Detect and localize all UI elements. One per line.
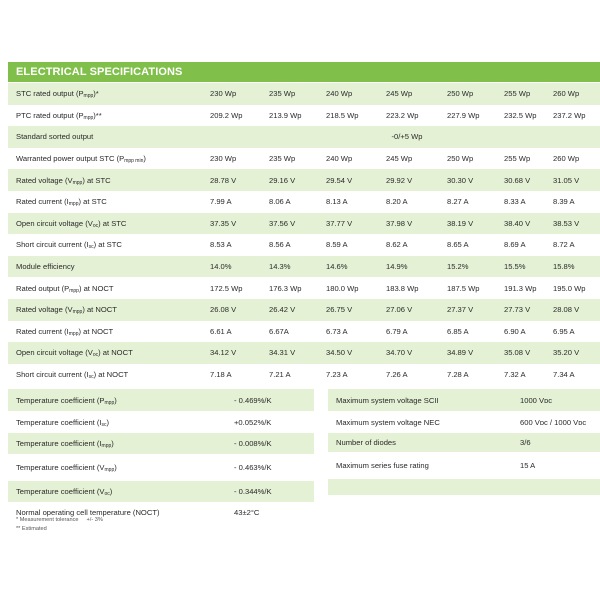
spec-row (8, 169, 600, 191)
spec-value: 7.99 A (210, 197, 232, 207)
spec-value: 232.5 Wp (504, 110, 537, 120)
spec-row (8, 148, 600, 170)
spec-value: 26.75 V (324, 299, 384, 321)
electrical-specifications-header: ELECTRICAL SPECIFICATIONS (8, 62, 600, 82)
label-text: ) at STC (78, 197, 107, 207)
subscript: mpp min (124, 158, 144, 165)
spec-value: 14.0% (208, 256, 267, 278)
system-rating-row (328, 411, 600, 433)
label-text: Open circuit voltage (V (16, 218, 93, 228)
label-text: Temperature coefficient (V (16, 463, 105, 472)
temperature-label (8, 411, 234, 433)
spec-label (8, 213, 208, 235)
label-text: Rated current (I (16, 326, 69, 336)
spec-value: 7.26 A (386, 370, 408, 380)
spec-value: 7.32 A (504, 370, 526, 380)
label-text: Open circuit voltage (V (16, 348, 93, 358)
label-text: Short circuit current (I (16, 370, 89, 380)
system-rating-value: 1000 Vᴅᴄ (520, 389, 600, 411)
spec-value: 255 Wp (504, 154, 531, 164)
system-rating-value: 600 Vᴅᴄ / 1000 Vᴅᴄ (520, 417, 587, 427)
spec-value: 7.34 A (553, 370, 575, 380)
subscript: sc (88, 244, 94, 251)
spec-value: 34.50 V (324, 342, 384, 364)
spec-value: 29.16 V (267, 169, 324, 191)
spec-span-value: -0/+5 Wp (208, 126, 600, 148)
spec-value: 255 Wp (502, 83, 551, 105)
spec-value: 6.90 A (504, 326, 526, 336)
spec-value: 7.23 A (326, 370, 348, 380)
label-text: )** (93, 110, 102, 120)
label-text: Short circuit current (I (16, 240, 89, 250)
system-rating-label: Maximum series fuse rating (336, 461, 429, 470)
spec-label (8, 83, 208, 105)
spec-row (8, 256, 600, 278)
temperature-row (8, 454, 314, 481)
spec-value: 38.40 V (502, 213, 551, 235)
spec-value: 195.0 Wp (553, 283, 586, 293)
spec-value: 15.2% (445, 256, 502, 278)
subscript: mpp (72, 309, 83, 316)
spec-value: 223.2 Wp (386, 110, 419, 120)
spec-value: 34.70 V (384, 342, 445, 364)
spec-value: 15.5% (502, 256, 551, 278)
system-ratings-table (328, 389, 600, 495)
spec-value: 240 Wp (326, 154, 353, 164)
spec-value: 8.56 A (269, 240, 291, 250)
spec-value: 15.8% (551, 256, 600, 278)
spec-value: 8.33 A (504, 197, 526, 207)
spec-value: 8.72 A (553, 240, 575, 250)
spec-value: 250 Wp (445, 83, 502, 105)
spec-value: 245 Wp (384, 83, 445, 105)
spec-label (8, 277, 208, 299)
spec-value: 209.2 Wp (210, 110, 243, 120)
spec-value: 34.89 V (445, 342, 502, 364)
spec-value: 260 Wp (551, 83, 600, 105)
spec-value: 37.98 V (384, 213, 445, 235)
spec-value: 7.18 A (210, 370, 232, 380)
spec-value: 34.31 V (267, 342, 324, 364)
spec-row (8, 277, 600, 299)
system-rating-label: Maximum system voltage NEC (336, 417, 440, 427)
spec-label (8, 321, 208, 343)
spec-value: 245 Wp (386, 154, 413, 164)
spec-value: 235 Wp (269, 154, 296, 164)
system-rating-row (328, 389, 600, 411)
spec-value: 8.06 A (269, 197, 291, 207)
label-text: ) at STC (98, 218, 127, 228)
spec-value: 8.69 A (504, 240, 526, 250)
spec-value: 27.37 V (445, 299, 502, 321)
spec-value: 8.62 A (386, 240, 408, 250)
temperature-value: - 0.469%/K (234, 389, 314, 411)
spec-value: 7.21 A (269, 370, 291, 380)
spec-value: 35.08 V (502, 342, 551, 364)
subscript: mpp (101, 443, 112, 449)
label-text: ) (114, 463, 117, 472)
label-text: ) (109, 487, 113, 496)
label-text: Module efficiency (16, 262, 75, 272)
spec-value: 250 Wp (447, 154, 474, 164)
label-text: ) at NOCT (78, 283, 114, 293)
temperature-label (8, 433, 234, 454)
spec-value: 180.0 Wp (326, 283, 359, 293)
spec-label (8, 191, 208, 213)
spec-value: 8.65 A (447, 240, 469, 250)
temperature-value: - 0.463%/K (234, 463, 272, 472)
label-text: ) at NOCT (98, 348, 133, 358)
spec-value: 14.6% (324, 256, 384, 278)
footnote-tolerance: +/- 3% (86, 517, 103, 523)
spec-value: 230 Wp (208, 83, 267, 105)
spec-value: 14.3% (267, 256, 324, 278)
footnote-measurement: * Measurement tolerance (16, 517, 79, 523)
spec-value: 227.9 Wp (447, 110, 480, 120)
spec-value: 7.28 A (447, 370, 469, 380)
label-text: ) at NOCT (78, 326, 114, 336)
system-rating-label: Number of diodes (328, 433, 520, 452)
temperature-label (8, 454, 234, 481)
spec-value: 213.9 Wp (269, 110, 302, 120)
spec-row (8, 342, 600, 364)
label-text: Rated voltage (V (16, 305, 73, 315)
system-rating-row (328, 452, 600, 479)
spec-value: 34.12 V (208, 342, 267, 364)
subscript: sc (88, 374, 94, 381)
spec-value: 14.9% (384, 256, 445, 278)
spec-label (8, 364, 208, 386)
spec-value: 6.73 A (326, 326, 348, 336)
spec-label (8, 126, 208, 148)
label-text: Rated output (P (16, 283, 70, 293)
spec-value: 191.3 Wp (504, 283, 537, 293)
spec-value: 29.92 V (384, 169, 445, 191)
footnotes (16, 516, 103, 533)
spec-value: 240 Wp (324, 83, 384, 105)
temperature-row (8, 389, 314, 411)
spec-value: 8.27 A (447, 197, 469, 207)
spec-row (8, 234, 600, 256)
label-text: Temperature coefficient (V (16, 487, 105, 496)
spec-row (8, 105, 600, 127)
spec-value: 37.77 V (324, 213, 384, 235)
spec-value: 26.08 V (208, 299, 267, 321)
spec-value: 172.5 Wp (210, 283, 243, 293)
spec-value: 187.5 Wp (447, 283, 480, 293)
spec-value: 260 Wp (553, 154, 580, 164)
temperature-value: +0.052%/K (234, 417, 272, 427)
label-text: ) (114, 395, 117, 405)
subscript: mpp (83, 114, 94, 121)
spec-value: 8.59 A (326, 240, 348, 250)
spec-value: 6.61 A (210, 326, 232, 336)
spec-row (8, 364, 600, 386)
temperature-value: 43±2°C (234, 508, 260, 517)
subscript: sc (101, 421, 107, 428)
temperature-row (8, 433, 314, 454)
spec-value: 6.79 A (386, 326, 408, 336)
temperature-value: - 0.008%/K (234, 433, 314, 454)
system-rating-row (328, 433, 600, 452)
spec-label (8, 105, 208, 127)
spec-row (8, 321, 600, 343)
subscript: mpp (83, 93, 94, 100)
spec-value: 28.78 V (208, 169, 267, 191)
label-text: ) at NOCT (82, 305, 117, 315)
subscript: mpp (68, 330, 79, 337)
spacer-cell (328, 479, 600, 495)
spec-value: 27.73 V (502, 299, 551, 321)
spec-value: 29.54 V (324, 169, 384, 191)
spec-value: 28.08 V (551, 299, 600, 321)
subscript: mpp (68, 201, 79, 208)
temperature-label (8, 389, 234, 411)
system-rating-value: 3/6 (520, 433, 600, 452)
system-rating-value: 15 A (520, 461, 536, 470)
system-rating-spacer (328, 479, 600, 495)
spec-label (8, 342, 208, 364)
spec-value: 8.20 A (386, 197, 408, 207)
spec-value: 38.53 V (551, 213, 600, 235)
footnote-estimated: ** Estimated (16, 525, 47, 532)
spec-label (8, 148, 208, 170)
spec-value: 31.05 V (551, 169, 600, 191)
subscript: oc (92, 222, 99, 229)
label-text: ) at STC (82, 175, 111, 185)
spec-row (8, 213, 600, 235)
spec-value: 6.67A (269, 326, 289, 336)
spec-label (8, 299, 208, 321)
spec-value: 37.56 V (267, 213, 324, 235)
spec-value: 218.5 Wp (326, 110, 359, 120)
label-text: ) at STC (93, 240, 122, 250)
label-text: ) (106, 417, 110, 427)
subscript: oc (104, 491, 110, 497)
spec-value: 6.95 A (553, 326, 575, 336)
spec-value: 8.13 A (326, 197, 348, 207)
spec-value: 6.85 A (447, 326, 469, 336)
temperature-value: - 0.344%/K (234, 481, 314, 502)
label-text: STC rated output (P (16, 89, 84, 99)
label-text: ) at NOCT (93, 370, 129, 380)
label-text: Warranted power output STC (P (16, 154, 125, 164)
spec-value: 37.35 V (208, 213, 267, 235)
label-text: ) (143, 154, 146, 164)
spec-value: 35.20 V (551, 342, 600, 364)
label-text: )* (93, 89, 99, 99)
subscript: mpp (69, 287, 79, 294)
spec-label (8, 256, 208, 278)
label-text: Rated voltage (V (16, 175, 73, 185)
spec-value: 230 Wp (210, 154, 237, 164)
label-text: Temperature coefficient (I (16, 417, 102, 427)
label-text: Normal operating cell temperature (NOCT) (16, 508, 160, 517)
spec-row (8, 83, 600, 105)
spec-value: 27.06 V (384, 299, 445, 321)
label-text: ) (111, 439, 114, 448)
label-text: Temperature coefficient (P (16, 395, 105, 405)
spec-label (8, 169, 208, 191)
spec-value: 30.68 V (502, 169, 551, 191)
label-text: PTC rated output (P (16, 110, 84, 120)
spec-value: 8.39 A (553, 197, 575, 207)
spec-value: 237.2 Wp (553, 110, 586, 120)
spec-value: 183.8 Wp (386, 283, 419, 293)
spec-value: 176.3 Wp (269, 283, 302, 293)
label-text: Temperature coefficient (I (16, 439, 102, 448)
spec-value: 26.42 V (267, 299, 324, 321)
system-rating-label: Maximum system voltage SCII (328, 389, 520, 411)
spec-label (8, 234, 208, 256)
subscript: oc (92, 352, 99, 359)
spec-value: 30.30 V (445, 169, 502, 191)
electrical-specs-table (8, 83, 600, 385)
temperature-label (8, 481, 234, 502)
spec-value: 235 Wp (267, 83, 324, 105)
spec-value: 38.19 V (445, 213, 502, 235)
spec-row (8, 191, 600, 213)
spec-row (8, 299, 600, 321)
subscript: mpp (104, 467, 115, 473)
temperature-row (8, 481, 314, 502)
temperature-coefficients-table (8, 389, 314, 523)
temperature-row (8, 411, 314, 433)
subscript: mpp (104, 399, 115, 406)
subscript: mpp (72, 179, 83, 186)
spec-row (8, 126, 600, 148)
label-text: Rated current (I (16, 197, 69, 207)
label-text: Standard sorted output (16, 132, 94, 142)
spec-value: 8.53 A (210, 240, 232, 250)
